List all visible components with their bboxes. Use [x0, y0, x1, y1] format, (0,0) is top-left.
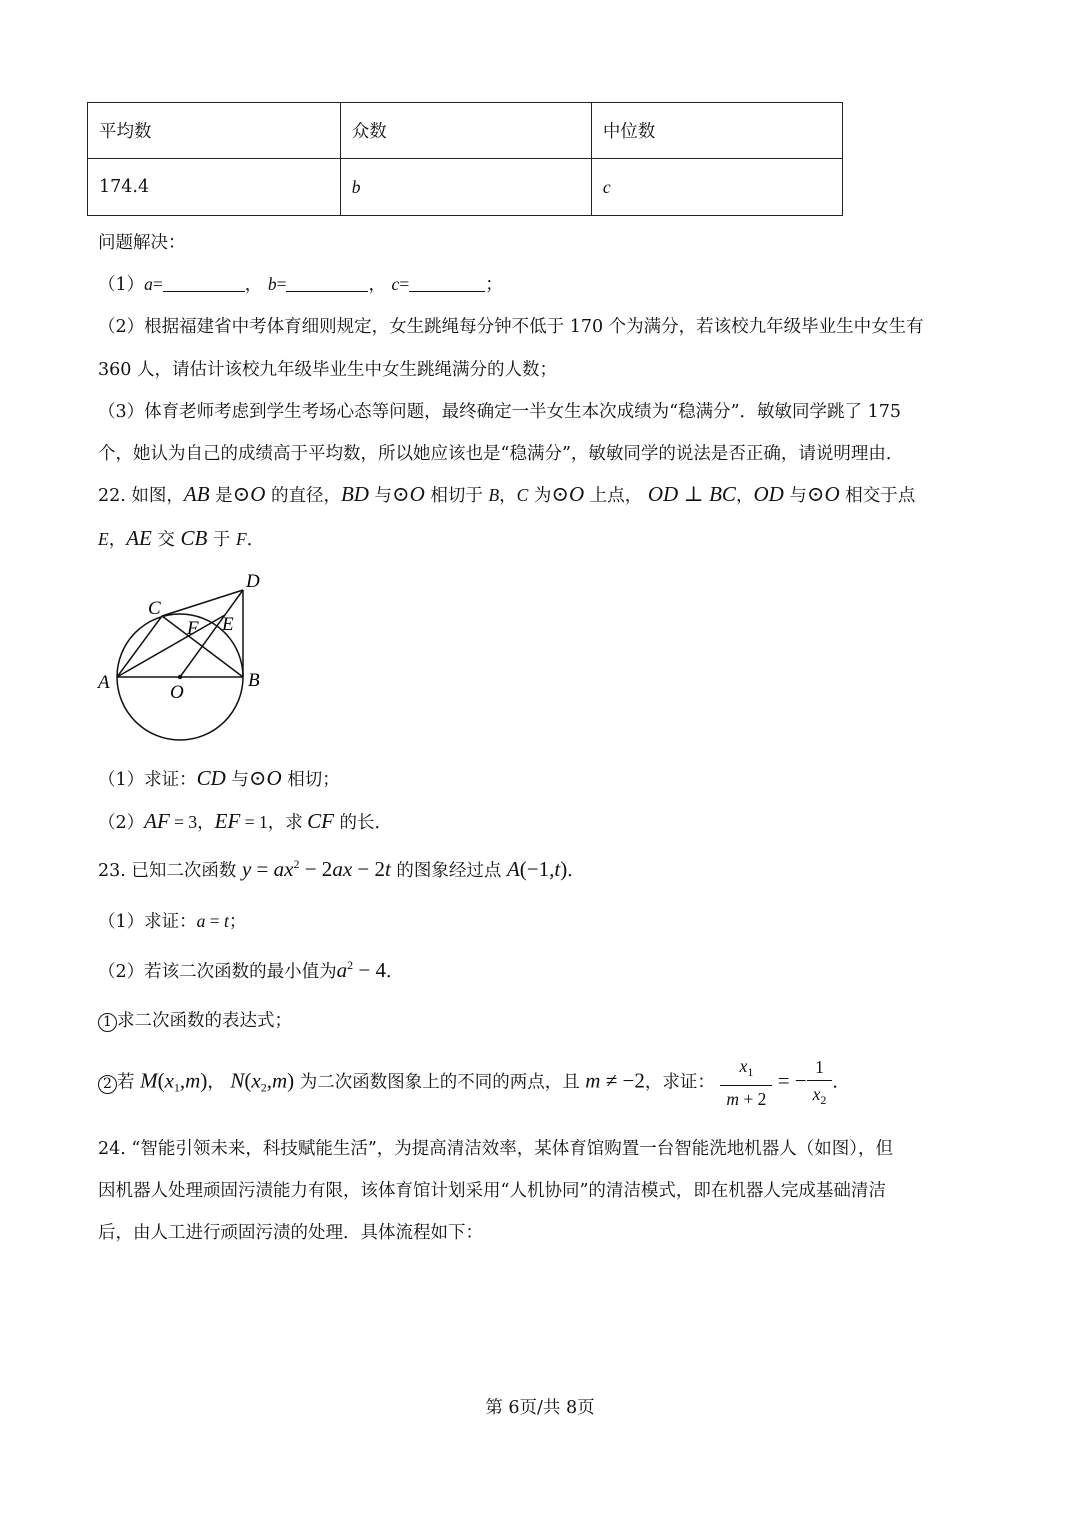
term-ax: ax: [332, 857, 353, 881]
subscript: 1: [173, 1080, 180, 1095]
q24-line3: 后，由人工进行顽固污渍的处理．具体流程如下：: [98, 1223, 483, 1243]
q22-line1: [98, 482, 915, 507]
table-value-cell: 174.4: [88, 159, 341, 216]
text: ，: [499, 486, 517, 506]
circle-o: ⊙O: [248, 766, 282, 790]
value-ef: = 1，求: [240, 812, 308, 832]
text: 的长．: [333, 813, 392, 833]
equals-sign: =: [205, 911, 225, 931]
q23-line1: [98, 857, 585, 882]
answer-blank-c: [409, 273, 485, 292]
point-e: E: [98, 529, 109, 549]
text: ，: [735, 486, 754, 506]
segment-cd: CD: [196, 766, 226, 790]
not-equal: ≠ −2: [600, 1068, 645, 1093]
table-value-cell: b: [340, 159, 591, 216]
comma: ，: [244, 275, 263, 295]
term-ax: ax: [273, 857, 294, 881]
q21-part2-line1: （2）根据福建省中考体育细则规定，女生跳绳每分钟不低于 170 个为满分，若该校九年级毕业生中女生有: [98, 317, 924, 337]
operator: − 2: [352, 857, 385, 881]
segment-ae-line: [117, 615, 225, 677]
q21-part3-line1: （3）体育老师考虑到学生考场心态等问题，最终确定一半女生本次成绩为“稳满分”．敏敏同学跳了 175: [98, 402, 901, 422]
operator: − 2: [299, 857, 333, 881]
var-c: c: [391, 274, 400, 294]
circle-o: ⊙O: [232, 482, 266, 506]
text: 的直径，: [265, 486, 341, 506]
text: 相切于: [424, 486, 489, 506]
segment-ae: AE: [126, 526, 152, 550]
stats-table: [87, 102, 843, 216]
var-x: x: [164, 1068, 174, 1093]
var-t: t: [384, 857, 391, 881]
point-b: B: [488, 485, 500, 505]
var-m: m: [585, 1068, 601, 1093]
q23-subitem1: [98, 1007, 292, 1032]
q23-sub2: [98, 958, 403, 983]
equals-sign: =: [152, 274, 163, 294]
table-value-row: [88, 159, 843, 216]
label-c: C: [148, 598, 161, 619]
exponent: 2: [293, 857, 300, 871]
subscript: 2: [820, 1092, 827, 1107]
text: 的图象经过点: [390, 861, 507, 881]
table-header-cell: 众数: [340, 103, 591, 159]
label-b: B: [248, 670, 260, 691]
chord-ac: [117, 616, 162, 677]
text: 于: [207, 530, 236, 550]
segment-ef: EF: [214, 809, 241, 833]
var-t: t: [554, 857, 561, 881]
table-value-cell: c: [591, 159, 842, 216]
equals-sign: =: [276, 274, 287, 294]
q21-part1: [98, 271, 503, 296]
text: 为: [528, 486, 552, 506]
exponent: 2: [347, 958, 354, 972]
circle-o: ⊙O: [806, 482, 840, 506]
text: 相切；: [281, 770, 340, 790]
q24-line2: 因机器人处理顽固污渍能力有限，该体育馆计划采用“人机协同”的清洁模式，即在机器人完成基础清洁: [98, 1181, 886, 1201]
question-number: 23. 已知二次函数: [98, 861, 242, 881]
text: 为二次函数图象上的不同的两点，且: [294, 1072, 586, 1093]
segment-od: OD: [647, 482, 679, 506]
q22-sub1: [98, 766, 340, 791]
table-header-cell: 中位数: [591, 103, 842, 159]
equals-sign: =: [399, 274, 410, 294]
segment-ab: AB: [183, 482, 210, 506]
point-f: F: [235, 529, 247, 549]
point-n: N: [230, 1068, 245, 1093]
var-m: m: [726, 1089, 740, 1109]
part-number: （2）: [98, 813, 145, 833]
text: 与: [783, 486, 807, 506]
label-f: F: [187, 618, 199, 639]
equals-negative: = −: [772, 1068, 807, 1093]
q23-subitem2: 2 若 $M(x_1,m)$， $N(x_2,m)$ 为二次函数图象上的不同的两点，且 m ≠ −2，求证： $\frac{x_1}{m + 2}$ = − $\frac{1}{x_2}$ ．: [98, 1053, 850, 1113]
text: ．: [246, 530, 265, 550]
coords: (−1,: [519, 857, 555, 881]
text: 上点，: [584, 486, 643, 506]
segment-od: OD: [753, 482, 784, 506]
circled-number: 1: [98, 1013, 117, 1032]
q24-line1: 24. “智能引领未来，科技赋能生活”，为提高清洁效率，某体育馆购置一台智能洗地机器人（如图），但: [98, 1139, 894, 1159]
var-a: a: [196, 911, 206, 931]
circle-o: ⊙O: [392, 482, 425, 506]
part-number: （1）求证：: [98, 912, 197, 932]
point-a: A: [506, 857, 520, 881]
label-o: O: [170, 682, 184, 703]
q23-sub1: [98, 908, 246, 933]
perpendicular-symbol: ⊥: [683, 482, 704, 506]
var-m: m: [272, 1068, 288, 1093]
comma: ，: [368, 275, 386, 295]
segment-af: AF: [144, 809, 170, 833]
operator: − 4: [353, 958, 386, 982]
text: ；: [228, 912, 247, 932]
segment-cf: CF: [307, 809, 334, 833]
text: 若: [117, 1072, 141, 1093]
table-header-cell: 平均数: [88, 103, 341, 159]
var-a: a: [144, 274, 153, 294]
text: 与: [225, 770, 249, 790]
q22-line2: [98, 526, 264, 551]
label-e: E: [222, 614, 234, 635]
text: 与: [368, 486, 393, 506]
circle-o: ⊙O: [551, 482, 585, 506]
value-af: = 3，: [169, 812, 215, 832]
label-d: D: [246, 571, 260, 592]
page-footer: 第 6页/共 8页: [485, 1398, 595, 1418]
equals-sign: =: [251, 857, 274, 881]
var-x: x: [251, 1068, 261, 1093]
point-c: C: [516, 485, 529, 505]
var-t: t: [224, 911, 229, 931]
segment-bd: BD: [340, 482, 369, 506]
segment-cd-line: [162, 590, 243, 616]
q21-part2-line2: 360 人，请估计该校九年级毕业生中女生跳绳满分的人数；: [98, 360, 557, 380]
text: ．: [832, 1072, 850, 1093]
var-b: b: [267, 274, 277, 294]
fraction-x1-over-m-plus-2: [720, 1053, 772, 1113]
subscript: 2: [260, 1080, 267, 1095]
geometry-figure: [90, 565, 280, 745]
var-x: x: [812, 1083, 821, 1104]
coords: ): [560, 857, 568, 881]
q21-part3-line2: 个，她认为自己的成绩高于平均数，所以她应该也是“稳满分”，敏敏同学的说法是否正确，请说明理由．: [98, 444, 904, 464]
numerator: 1: [807, 1054, 833, 1081]
segment-bc: BC: [709, 482, 736, 506]
operator: + 2: [739, 1089, 767, 1109]
answer-blank-a: [163, 273, 245, 292]
q22-sub2: [98, 809, 392, 834]
question-number: 22. 如图，: [98, 486, 184, 506]
text: 相交于点: [839, 486, 916, 506]
part-number: （1）求证：: [98, 770, 197, 790]
subscript: 1: [747, 1065, 754, 1079]
var-m: m: [185, 1068, 201, 1093]
var-y: y: [241, 857, 252, 881]
part-number: （1）: [98, 275, 145, 295]
text: 是: [209, 486, 233, 506]
text: ．: [567, 861, 585, 881]
table-header-row: [88, 103, 843, 159]
part-number: （2）若该二次函数的最小值为: [98, 962, 337, 982]
center-point: [178, 675, 182, 679]
semicolon: ；: [485, 275, 503, 295]
fraction-1-over-x2: [807, 1054, 833, 1113]
text: ．: [385, 962, 404, 982]
text: 求二次函数的表达式；: [117, 1011, 292, 1031]
var-a: a: [336, 958, 348, 982]
text: 交: [151, 530, 181, 550]
point-m: M: [140, 1068, 158, 1093]
text: ，: [108, 530, 127, 550]
section-label: 问题解决：: [98, 233, 186, 253]
answer-blank-b: [286, 273, 368, 292]
segment-cb: CB: [180, 526, 208, 550]
text: ，求证：: [644, 1072, 715, 1093]
circled-number: 2: [98, 1075, 117, 1094]
var-x: x: [739, 1056, 748, 1076]
label-a: A: [98, 672, 110, 693]
